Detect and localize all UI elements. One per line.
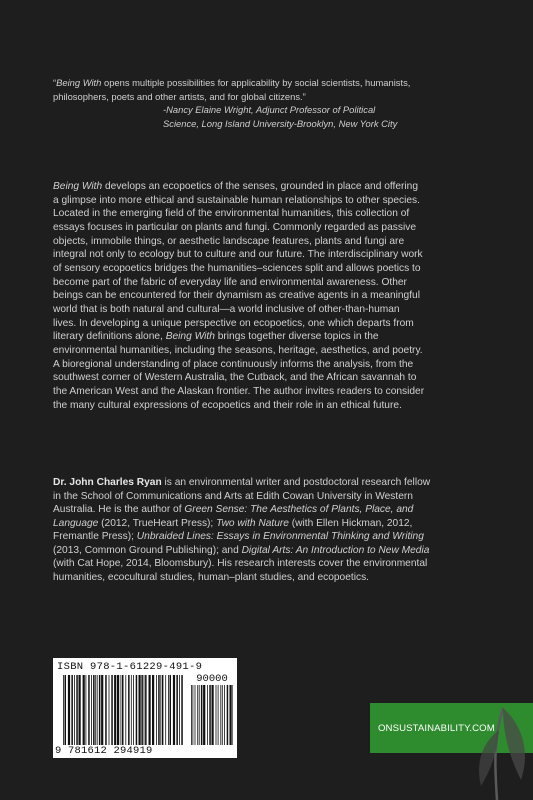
barcode-bar bbox=[201, 685, 203, 745]
ean-digits: 9 781612 294919 bbox=[55, 745, 153, 757]
barcode-bar bbox=[224, 685, 225, 745]
barcode-bar bbox=[125, 675, 126, 745]
barcode-bar bbox=[197, 685, 198, 745]
barcode-bar bbox=[176, 675, 178, 745]
bio-book-4: Digital Arts: An Introduction to New Media bbox=[241, 544, 430, 556]
quote-open-mark: “ bbox=[53, 77, 57, 88]
quote-book-title: Being With bbox=[56, 77, 102, 88]
barcode-bar bbox=[209, 685, 211, 745]
barcode-bar bbox=[216, 685, 217, 745]
barcode-bar bbox=[199, 685, 200, 745]
barcode-bar bbox=[95, 675, 96, 745]
barcode-bar bbox=[152, 675, 154, 745]
barcode-bar bbox=[162, 675, 164, 745]
isbn-barcode bbox=[53, 658, 237, 758]
barcode-bar bbox=[63, 675, 64, 745]
endorsement-quote bbox=[53, 76, 425, 130]
barcode-bar bbox=[191, 685, 192, 745]
price-addon-code: 90000 bbox=[196, 673, 228, 685]
barcode-bar bbox=[91, 675, 92, 745]
bio-text-4: (2013, Common Ground Publishing); and bbox=[53, 544, 242, 556]
bio-text-2: (2012, TrueHeart Press); bbox=[98, 517, 217, 529]
barcode-bar bbox=[128, 675, 130, 745]
barcode-bar bbox=[121, 675, 122, 745]
barcode-bar bbox=[65, 675, 67, 745]
barcode-bar bbox=[230, 685, 232, 745]
barcode-bars bbox=[63, 675, 183, 745]
bio-text-1: is an environmental writer and postdoctoral research fellow in the School of Communications and Arts at Edith Cowan University in Western Australia. He is the author of bbox=[53, 477, 431, 515]
blurb-text-2: brings together diverse topics in the environmental humanities, including the seasons, heritage, aesthetics, and poetry. A bioregional understanding of place continuously informs the analysis, from the southwest corner of Western Australia, the Cutback, and the African savannah to the American West and the Alaskan frontier. The author invites readers to consider the many cultural expressions of ecopoetics and their role in an ethical future. bbox=[53, 331, 425, 411]
author-name: Dr. John Charles Ryan bbox=[53, 477, 162, 488]
barcode-bar bbox=[195, 685, 196, 745]
barcode-bar bbox=[97, 675, 98, 745]
barcode-bar bbox=[168, 675, 169, 745]
blurb-book-title-2: Being With bbox=[165, 331, 215, 343]
quote-text: opens multiple possibilities for applicability by social scientists, humanists, philosophers, poets and other artists, and for global citizens.” bbox=[53, 77, 411, 102]
barcode-bar bbox=[111, 675, 113, 745]
barcode-bar bbox=[145, 675, 147, 745]
barcode-bar bbox=[105, 675, 107, 745]
barcode-bar bbox=[99, 675, 101, 745]
bio-book-2: Two with Nature bbox=[216, 517, 289, 529]
barcode-bar bbox=[149, 675, 151, 745]
quote-attribution-line-1: -Nancy Elaine Wright, Adjunct Professor of Political bbox=[163, 104, 376, 116]
bio-book-3: Unbraided Lines: Essays in Environmental Thinking and Writing bbox=[136, 531, 424, 542]
barcode-bar bbox=[136, 675, 138, 745]
barcode-bar bbox=[76, 675, 78, 745]
barcode-bar bbox=[114, 675, 116, 745]
barcode-bar bbox=[181, 675, 183, 745]
barcode-bar bbox=[131, 675, 132, 745]
barcode-bar bbox=[220, 685, 221, 745]
book-description bbox=[53, 180, 425, 412]
barcode-bar bbox=[232, 685, 233, 745]
barcode-bar bbox=[165, 675, 166, 745]
barcode-bar bbox=[139, 675, 141, 745]
barcode-bar bbox=[133, 675, 134, 745]
barcode-bar bbox=[227, 685, 229, 745]
barcode-bar bbox=[141, 675, 143, 745]
publisher-url: ONSUSTAINABILITY.COM bbox=[378, 723, 495, 734]
barcode-bar bbox=[222, 685, 223, 745]
barcode-bar bbox=[101, 675, 103, 745]
bio-book-1: Green Sense: The Aesthetics of Plants, Place, and Language bbox=[53, 504, 414, 529]
barcode-bar bbox=[88, 675, 90, 745]
barcode-bar bbox=[212, 685, 214, 745]
barcode-bar bbox=[218, 685, 219, 745]
leaf-icon bbox=[445, 690, 533, 800]
barcode-bar bbox=[74, 675, 75, 745]
barcode-bar bbox=[158, 675, 160, 745]
author-bio bbox=[53, 476, 433, 584]
barcode-bar bbox=[193, 685, 194, 745]
barcode-bar bbox=[207, 685, 208, 745]
barcode-bar bbox=[79, 675, 81, 745]
barcode-bar bbox=[144, 675, 145, 745]
barcode-bar bbox=[86, 675, 87, 745]
barcode-bar bbox=[117, 675, 119, 745]
barcode-bar bbox=[156, 675, 157, 745]
bio-text-3: (with Ellen Hickman, 2012, Fremantle Press); bbox=[53, 517, 413, 542]
barcode-bar bbox=[173, 675, 175, 745]
quote-attribution-line-2: Science, Long Island University-Brooklyn, New York City bbox=[163, 117, 398, 129]
blurb-book-title: Being With bbox=[53, 181, 103, 192]
barcode-bar bbox=[203, 685, 205, 745]
addon-barcode-bars bbox=[191, 685, 233, 745]
barcode-bar bbox=[68, 675, 70, 745]
isbn-number: ISBN 978-1-61229-491-9 bbox=[57, 661, 203, 673]
barcode-bar bbox=[83, 675, 85, 745]
barcode-bar bbox=[109, 675, 110, 745]
barcode-bar bbox=[93, 675, 95, 745]
barcode-bar bbox=[71, 675, 73, 745]
blurb-text-1: develops an ecopoetics of the senses, grounded in place and offering a glimpse into more ethical and sustainable human relationships to other species. Located in the emerging field of the environmental humanities, this collection of essays focuses in particular on plants and fungi. Commonly regarded as passive objects, immobile things, or aesthetic landscape features, plants and fungi are integral not only to ecology but to culture and our future. The interdisciplinary work of sensory ecopoetics bridges the humanities–sciences split and allows poetics to become part of the fabric of everyday life and environmental awareness. Other beings can be encountered for their dynamism as creative agents in a meaningful world that is both natural and cultural—a world inclusive of other-than-human lives. In developing a unique perspective on ecopoetics, one which departs from literary definitions alone, bbox=[53, 181, 423, 343]
bio-text-5: (with Cat Hope, 2014, Bloomsbury). His research interests cover the environmental humanities, ecocultural studies, human–plant studies, and ecopoetics. bbox=[53, 558, 428, 583]
barcode-bar bbox=[122, 675, 124, 745]
barcode-bar bbox=[160, 675, 161, 745]
barcode-bar bbox=[179, 675, 180, 745]
barcode-bar bbox=[170, 675, 172, 745]
